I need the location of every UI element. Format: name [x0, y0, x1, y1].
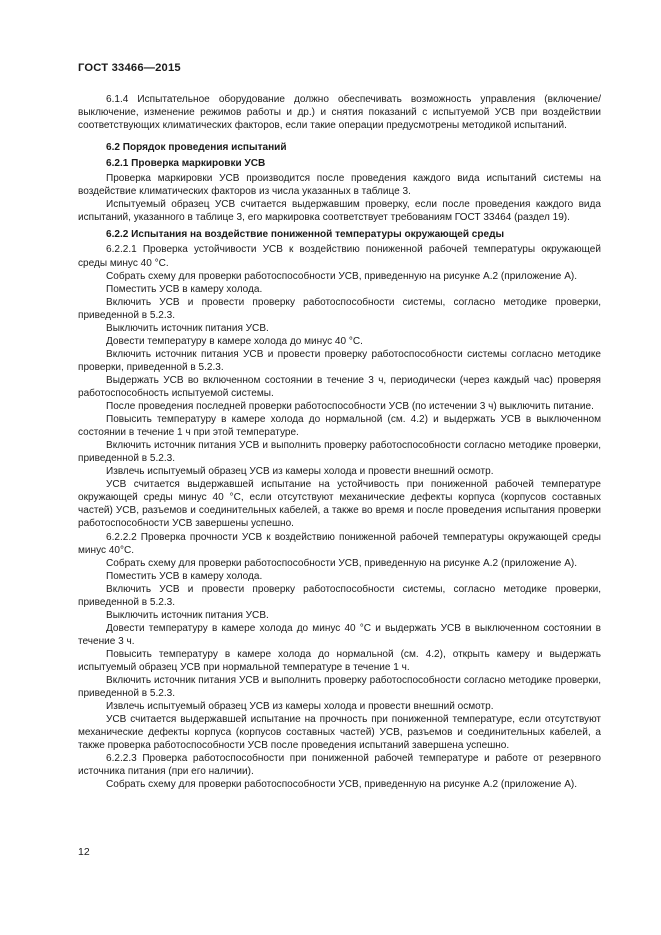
- paragraph: Включить источник питания УСВ и выполнить проверку работоспособности согласно методике проверки, приведенной в 5.2.3.: [78, 675, 601, 700]
- paragraph: Довести температуру в камере холода до минус 40 °С.: [106, 335, 363, 347]
- section-heading-6-2: 6.2 Порядок проведения испытаний: [106, 142, 287, 154]
- paragraph: Поместить УСВ в камеру холода.: [106, 283, 263, 295]
- paragraph: Извлечь испытуемый образец УСВ из камеры холода и провести внешний осмотр.: [106, 701, 494, 713]
- paragraph-6-1-4: 6.1.4 Испытательное оборудование должно обеспечивать возможность управления (включение/выключение, изменение режимов работы и др.) и снятия показаний с испытуемой УСВ при воздействии соответствующих климатических факторов, если такие операции предусмотрены методикой испытаний.: [78, 94, 601, 132]
- paragraph: Испытуемый образец УСВ считается выдержавшим проверку, если после проведения каждого вида испытаний, указанного в таблице 3, его маркировка соответствует требованиям ГОСТ 33464 (раздел 19).: [78, 199, 601, 224]
- section-heading-6-2-1: 6.2.1 Проверка маркировки УСВ: [106, 158, 266, 170]
- paragraph: Проверка маркировки УСВ производится после проведения каждого вида испытаний системы на воздействие климатических факторов из числа указанных в таблице 3.: [78, 173, 601, 198]
- document-body: [78, 93, 601, 791]
- paragraph: 6.2.2.2 Проверка прочности УСВ к воздействию пониженной рабочей температуры окружающей среды минус 40°С.: [78, 531, 601, 556]
- paragraph: Включить источник питания УСВ и выполнить проверку работоспособности согласно методике проверки, приведенной в 5.2.3.: [78, 440, 601, 465]
- paragraph: Поместить УСВ в камеру холода.: [106, 570, 263, 582]
- paragraph: Повысить температуру в камере холода до нормальной (см. 4.2) и выдержать УСВ в выключенном состоянии в течение 1 ч при этой температуре.: [78, 414, 601, 439]
- paragraph: УСВ считается выдержавшей испытание на прочность при пониженной температуре, если отсутствуют механические дефекты корпуса (корпусов составных частей) УСВ, разъемов и соединительных кабелей, а также проверка работоспособности УСВ после проведения испытаний завершена успешно.: [78, 714, 601, 752]
- paragraph: Включить УСВ и провести проверку работоспособности системы, согласно методике проверки, приведенной в 5.2.3.: [78, 296, 601, 321]
- paragraph: Повысить температуру в камере холода до нормальной (см. 4.2), открыть камеру и выдержать испытуемый образец УСВ при нормальной температуре в течение 1 ч.: [78, 648, 601, 673]
- paragraph: Довести температуру в камере холода до минус 40 °С и выдержать УСВ в выключенном состоянии в течение 3 ч.: [78, 622, 601, 647]
- paragraph: Извлечь испытуемый образец УСВ из камеры холода и провести внешний осмотр.: [106, 466, 494, 478]
- paragraph: УСВ считается выдержавшей испытание на устойчивость при пониженной рабочей температуре окружающей среды минус 40 °С, если отсутствуют механические дефекты корпуса (корпусов составных частей) УСВ, разъемов и соединительных кабелей, а также во время и после проведения испытания проверки работоспособности УСВ завершены успешно.: [78, 479, 601, 530]
- paragraph: Выключить источник питания УСВ.: [106, 609, 269, 621]
- paragraph: Включить УСВ и провести проверку работоспособности системы, согласно методике проверки, приведенной в 5.2.3.: [78, 583, 601, 608]
- paragraph: Выдержать УСВ во включенном состоянии в течение 3 ч, периодически (через каждый час) проверяя работоспособность испытуемой системы.: [78, 374, 601, 399]
- document-header: ГОСТ 33466—2015: [78, 62, 181, 74]
- paragraph: Собрать схему для проверки работоспособности УСВ, приведенную на рисунке А.2 (приложение А).: [106, 270, 578, 282]
- paragraph: 6.2.2.1 Проверка устойчивости УСВ к воздействию пониженной рабочей температуры окружающей среды минус 40 °С.: [78, 244, 601, 269]
- paragraph: 6.2.2.3 Проверка работоспособности при пониженной рабочей температуре и работе от резервного источника питания (при его наличии).: [78, 753, 601, 778]
- paragraph: Включить источник питания УСВ и провести проверку работоспособности системы согласно методике проверки, приведенной в 5.2.3.: [78, 348, 601, 373]
- paragraph: После проведения последней проверки работоспособности УСВ (по истечении 3 ч) выключить питание.: [106, 401, 594, 413]
- paragraph: Собрать схему для проверки работоспособности УСВ, приведенную на рисунке А.2 (приложение А).: [106, 557, 578, 569]
- page-number: 12: [78, 846, 90, 858]
- paragraph: Собрать схему для проверки работоспособности УСВ, приведенную на рисунке А.2 (приложение А).: [106, 779, 578, 791]
- paragraph: Выключить источник питания УСВ.: [106, 322, 269, 334]
- section-heading-6-2-2: 6.2.2 Испытания на воздействие пониженной температуры окружающей среды: [106, 229, 505, 241]
